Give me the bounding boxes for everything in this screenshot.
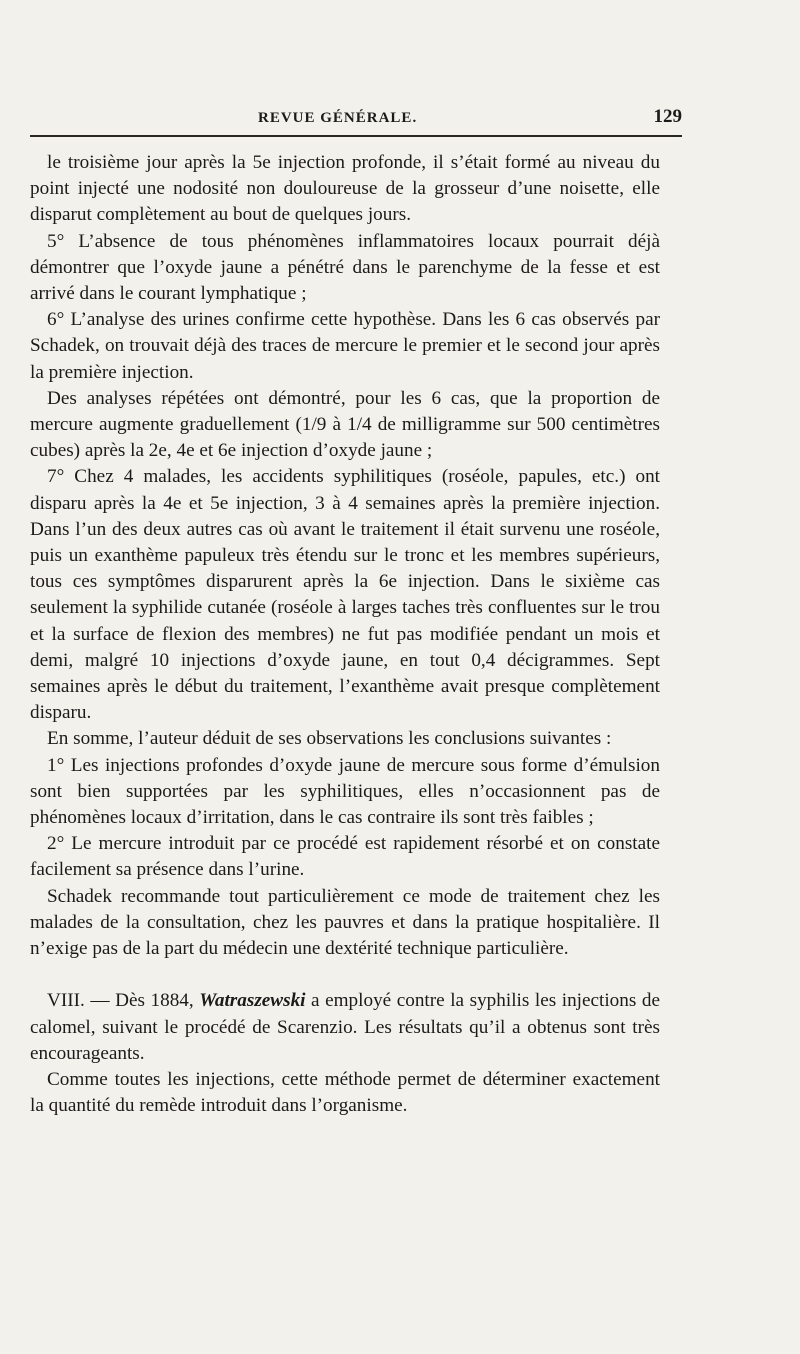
page-number: 129 xyxy=(653,106,682,127)
paragraph-continuation: le troisième jour après la 5e injection profonde, il s’était formé au niveau du point injecté une nodosité non douloureuse de la grosseur d’une noisette, elle disparut complètement au bout de quelques jours. xyxy=(30,152,660,226)
paragraph-summary-intro: En somme, l’auteur déduit de ses observations les conclusions suivantes : xyxy=(47,728,612,750)
section-text: a employé contre la syphilis les injections de calomel, suivant le procédé de Scarenzio. Les résultats qu’il a obtenus sont très encourageants. xyxy=(30,990,660,1064)
running-title: REVUE GÉNÉRALE. xyxy=(258,110,418,126)
paragraph-point-5: 5° L’absence de tous phénomènes inflammatoires locaux pourrait déjà démontrer que l’oxyde jaune a pénétré dans le parenchyme de la fesse et est arrivé dans le courant lymphatique ; xyxy=(30,230,660,305)
paragraph-conclusion-1: 1° Les injections profondes d’oxyde jaune de mercure sous forme d’émulsion sont bien supportées par les syphilitiques, elles n’occasionnent pas de phénomènes locaux d’irritation, dans le cas contraire ils sont très faibles ; xyxy=(30,754,660,829)
section-gap xyxy=(30,962,660,988)
paragraph-point-6: 6° L’analyse des urines confirme cette hypothèse. Dans les 6 cas observés par Schadek, on trouvait déjà des traces de mercure le premier et le second jour après la première injection. xyxy=(30,309,660,383)
paragraph-point-7: 7° Chez 4 malades, les accidents syphilitiques (roséole, papules, etc.) ont disparu après la 4e et 5e injection, 3 à 4 semaines après la première injection. Dans l’un des deux autres cas où avant le traitement il était survenu une roséole, puis un exanthème papuleux très étendu sur le tronc et les membres supérieurs, tous ces symptômes disparurent après la 6e injection. Dans le sixième cas seulement la syphilide cutanée (roséole à larges taches très confluentes sur le trou et la surface de flexion des membres) ne fut pas modifiée pendant un mois et demi, malgré 10 injections d’oxyde jaune, en tout 0,4 décigrammes. Sept semaines après le début du traitement, l’exanthème avait presque complètement disparu. xyxy=(30,466,660,724)
paragraph-final: Comme toutes les injections, cette méthode permet de déterminer exactement la quantité du remède introduit dans l’organisme. xyxy=(30,1068,660,1117)
section-lead: — Dès 1884, xyxy=(84,990,200,1012)
section-viii-paragraph xyxy=(30,988,660,1067)
paragraph-conclusion-2: 2° Le mercure introduit par ce procédé est rapidement résorbé et on constate facilement sa présence dans l’urine. xyxy=(30,833,660,881)
section-numeral: VIII. xyxy=(47,990,85,1012)
header-rule xyxy=(30,135,682,137)
paragraph-recommendation: Schadek recommande tout particulièrement ce mode de traitement chez les malades de la consultation, chez les pauvres et dans la pratique hospitalière. Il n’exige pas de la part du médecin une dextérité technique particulière. xyxy=(30,885,660,960)
author-name: Watraszewski xyxy=(199,990,306,1012)
body-text xyxy=(30,150,660,1119)
paragraph-analyses: Des analyses répétées ont démontré, pour les 6 cas, que la proportion de mercure augmente graduellement (1/9 à 1/4 de milligramme sur 500 centimètres cubes) après la 2e, 4e et 6e injection d’oxyde jaune ; xyxy=(30,387,660,462)
page-header xyxy=(30,104,682,134)
